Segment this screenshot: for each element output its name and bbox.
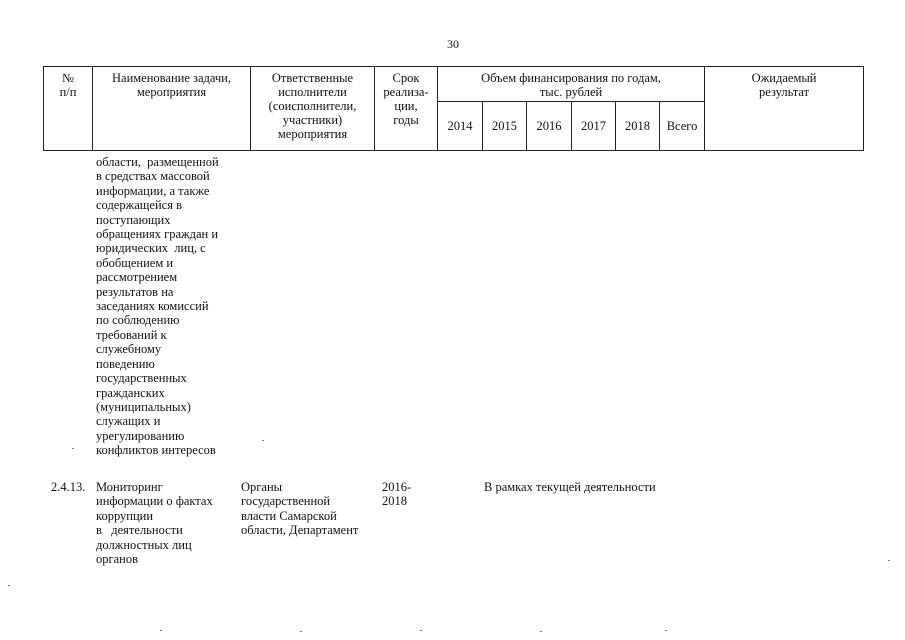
header-year-2015: 2015	[483, 102, 527, 151]
header-total: Всего	[660, 102, 705, 151]
scan-speck	[8, 585, 10, 586]
scan-speck	[262, 440, 264, 441]
row-num: 2.4.13.	[51, 480, 86, 494]
header-year-2017: 2017	[572, 102, 616, 151]
scan-speck	[540, 631, 542, 632]
scan-speck	[420, 630, 422, 631]
header-num: № п/п	[44, 67, 93, 151]
header-term: Срок реализа- ции, годы	[375, 67, 438, 151]
table-header	[43, 66, 864, 151]
row-task: Мониторинг информации о фактах коррупции в деятельности должностных лиц органов	[96, 480, 213, 567]
scan-speck	[888, 560, 890, 561]
row-term: 2016- 2018	[382, 480, 412, 509]
row-financing-note: В рамках текущей деятельности	[484, 480, 656, 494]
scan-speck	[300, 631, 302, 632]
header-financing: Объем финансирования по годам, тыс. рублей	[438, 67, 705, 102]
header-year-2018: 2018	[616, 102, 660, 151]
header-year-2014: 2014	[438, 102, 483, 151]
page-number: 30	[447, 37, 459, 51]
scan-speck	[665, 630, 667, 631]
header-task: Наименование задачи, мероприятия	[93, 67, 251, 151]
header-result: Ожидаемый результат	[705, 67, 864, 151]
scan-speck	[160, 630, 162, 631]
header-responsible: Ответственные исполнители (соисполнители, участники) мероприятия	[251, 67, 375, 151]
row-responsible: Органы государственной власти Самарской области, Департамент	[241, 480, 359, 538]
continuation-task-text: области, размещенной в средствах массовой информации, а также содержащейся в поступающих обращениях граждан и юридических лиц, с обобщением и рассмотрением результатов на заседаниях комиссий по соблюдению требований к служебному поведению государственных гражданских (муниципальных) служащих и урегулированию конфликтов интересов	[96, 155, 219, 458]
scan-speck	[72, 448, 74, 449]
header-year-2016: 2016	[527, 102, 572, 151]
